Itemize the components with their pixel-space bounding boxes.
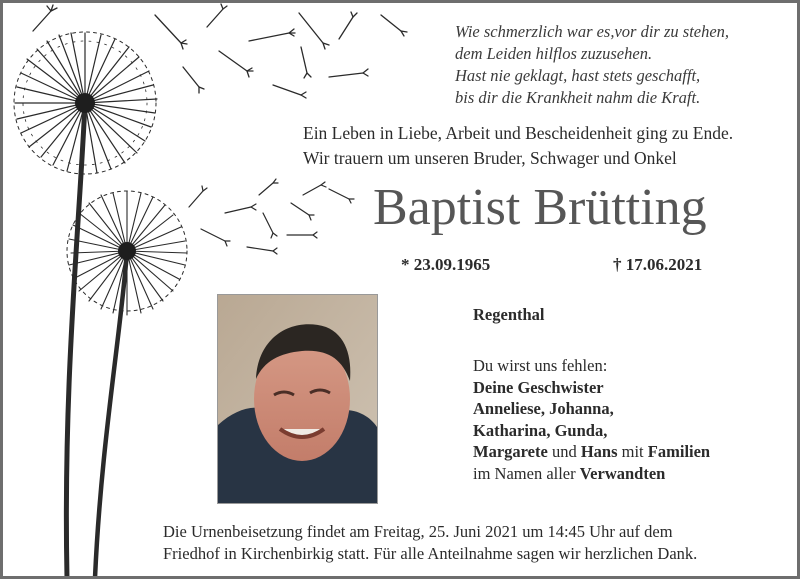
death-date: † 17.06.2021 xyxy=(613,255,703,274)
birth-date: * 23.09.1965 xyxy=(401,255,491,274)
poem-line: Wie schmerzlich war es,vor dir zu stehen, xyxy=(455,22,730,41)
poem-line: dem Leiden hilflos zuzusehen. xyxy=(455,44,653,63)
intro-line: Ein Leben in Liebe, Arbeit und Bescheidenheit ging zu Ende. xyxy=(303,123,734,143)
portrait-photo xyxy=(217,294,378,504)
mourner-name: Familien xyxy=(647,442,711,461)
mourners-line: Katharina, Gunda, xyxy=(473,420,608,440)
poem xyxy=(455,21,795,109)
mourner-name: Margarete xyxy=(473,442,548,461)
mourners-line: Du wirst uns fehlen: xyxy=(473,356,608,375)
deceased-name: Baptist Brütting xyxy=(373,179,707,236)
portrait-icon xyxy=(218,295,377,503)
funeral-notice xyxy=(163,521,795,565)
poem-line: Hast nie geklagt, hast stets geschafft, xyxy=(455,66,701,85)
mourners-line xyxy=(473,441,793,463)
mourners-line: Deine Geschwister xyxy=(473,377,604,397)
connector-text: im Namen aller xyxy=(473,463,580,483)
mourners-line xyxy=(473,463,793,485)
connector-text: mit xyxy=(617,442,648,461)
poem-line: bis dir die Krankheit nahm die Kraft. xyxy=(455,88,701,107)
mourner-name: Hans xyxy=(580,442,618,461)
connector-text: und xyxy=(547,442,581,461)
intro-line: Wir trauern um unseren Bruder, Schwager und Onkel xyxy=(303,148,677,168)
intro-text xyxy=(303,121,798,171)
funeral-notice-line: Die Urnenbeisetzung findet am Freitag, 25. Juni 2021 um 14:45 Uhr auf dem xyxy=(163,522,673,541)
funeral-notice-line: Friedhof in Kirchenbirkig statt. Für alle Anteilnahme sagen wir herzlichen Dank. xyxy=(163,544,698,563)
mourner-name: Verwandten xyxy=(579,463,666,483)
hometown: Regenthal xyxy=(473,305,545,324)
mourners-line: Anneliese, Johanna, xyxy=(473,399,614,418)
mourners-block xyxy=(473,355,793,484)
